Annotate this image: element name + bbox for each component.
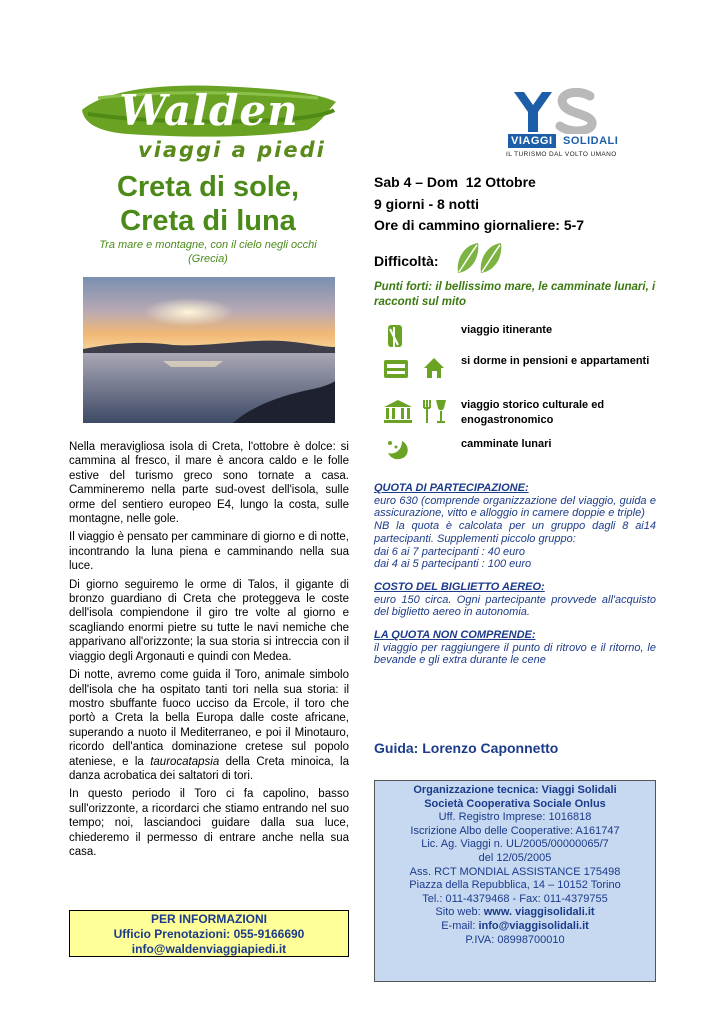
org-line: del 12/05/2005 — [478, 851, 552, 864]
info-box — [69, 910, 349, 957]
trip-duration: 9 giorni - 8 notti — [374, 195, 479, 212]
bed-icon — [380, 354, 460, 382]
walking-icon — [380, 323, 460, 351]
feature-text: camminate lunari — [461, 438, 552, 450]
pricing-text: NB la quota è calcolata per un gruppo dagli 8 ai14 partecipanti. Supplementi piccolo gruppo: — [374, 520, 656, 545]
org-line: Piazza della Repubblica, 14 – 10152 Torino — [409, 879, 621, 892]
subtitle-line-2: (Grecia) — [188, 253, 228, 265]
trip-walking-hours: Ore di cammino giornaliere: 5-7 — [374, 217, 585, 233]
excluded-text: il viaggio per raggiungere il punto di ritrovo e il ritorno, le bevande e gli extra durante le cene — [374, 641, 656, 667]
description-paragraph: In questo periodo il Toro ci fa capolino, basso sull'orizzonte, a ricordarci che stiamo entrando nel suo tempo; noi, lasciandoci guidare dalla sua luce, chiederemo il permesso di entrare anche nella sua casa. — [69, 788, 349, 858]
trip-strengths: Punti forti: il bellissimo mare, le camminate lunari, i racconti sul mito — [374, 281, 656, 308]
email-label: E-mail: — [441, 919, 479, 932]
info-heading: PER INFORMAZIONI — [151, 912, 267, 926]
walden-wordmark: Walden — [119, 86, 299, 135]
description-text: della Creta minoica, la danza acrobatica dei saltatori di tori. — [69, 755, 349, 782]
feature-text: viaggio itinerante — [461, 324, 553, 336]
pricing-heading: QUOTA DI PARTECIPAZIONE: — [374, 482, 529, 494]
email-link[interactable]: info@viaggisolidali.it — [478, 919, 589, 932]
org-line: Lic. Ag. Viaggi n. UL/2005/00000065/7 — [421, 838, 609, 851]
description-paragraph: Nella meravigliosa isola di Creta, l'ottobre è dolce: si cammina al fresco, il mare è ancora caldo e le folle estive del turismo greco sono tornate a casa. Cammineremo nella parte sud-ovest dell'isola, sulle orme del sentiero europeo E4, lungo la costa, sulle montagne, nelle gole. — [69, 441, 349, 526]
org-line: Tel.: 011-4379468 - Fax: 011-4379755 — [422, 892, 608, 905]
walden-logo — [78, 80, 340, 162]
page-subtitle — [70, 238, 346, 266]
difficulty-label: Difficoltà: — [374, 253, 439, 269]
org-email — [375, 920, 655, 934]
organization-box — [374, 780, 656, 982]
page-title — [70, 170, 346, 238]
info-email: info@waldenviaggiapiedi.it — [131, 942, 287, 956]
viaggi-solidali-logo — [506, 88, 654, 162]
feature-text: viaggio storico culturale ed enogastronomico — [461, 399, 605, 426]
excluded-heading: LA QUOTA NON COMPRENDE: — [374, 629, 536, 642]
org-line: Ass. RCT MONDIAL ASSISTANCE 175498 — [409, 865, 621, 878]
description-paragraph: Di giorno seguiremo le orme di Talos, il gigante di bronzo guardiano di Creta che proteggeva le coste dell'isola compiendone il giro tre volte al giorno e scagliando enormi pietre su tutte le navi nemiche che apparivano all'orizzonte; la sua storia si intreccia con il viaggio degli Argonauti e quindi con Medea. — [69, 578, 349, 663]
flight-heading: COSTO DEL BIGLIETTO AEREO: — [374, 580, 545, 593]
difficulty-row — [374, 241, 674, 275]
org-line: P.IVA: 08998700010 — [465, 933, 565, 946]
description-emphasis: taurocatapsia — [150, 755, 220, 768]
difficulty-leaves-icon — [456, 241, 504, 275]
title-line-2: Creta di luna — [120, 205, 296, 237]
vs-word-viaggi: VIAGGI — [508, 134, 556, 148]
description-paragraph — [69, 668, 349, 783]
website-link[interactable]: www. viaggisolidali.it — [483, 906, 595, 919]
info-phone: Ufficio Prenotazioni: 055-9166690 — [113, 927, 305, 941]
org-line: Società Cooperativa Sociale Onlus — [424, 797, 606, 810]
org-line: Organizzazione tecnica: Viaggi Solidali — [413, 784, 617, 796]
museum-icon — [380, 398, 460, 426]
pricing-text: dai 6 ai 7 partecipanti : 40 euro — [374, 545, 526, 558]
description-text: Di notte, avremo come guida il Toro, animale simbolo dell'isola che ha ospitato tanti tori nella sua storia: il mostro sbuffante fuoco ucciso da Ercole, il toro che portò a Creta la bella Europa dalle coste africane, superando a nuoto il Mediterraneo, e poi il Minotauro, ricordo dell'antica dominazione cretese sul popolo ateniese, e la — [69, 669, 349, 768]
pricing-section — [374, 482, 656, 667]
pricing-text: euro 630 (comprende organizzazione del viaggio, guida e assicurazione, vitto e alloggio in camere doppie e triple) — [374, 494, 656, 520]
org-website — [375, 906, 655, 920]
flight-text: euro 150 circa. Ogni partecipante provvede all'acquisto del biglietto aereo in autonomia. — [374, 593, 656, 619]
trip-description — [69, 440, 349, 863]
walden-tagline: viaggi a piedi — [138, 138, 326, 162]
trip-summary — [374, 172, 674, 237]
moon-icon — [380, 437, 460, 465]
website-label: Sito web: — [435, 906, 484, 919]
org-line: Iscrizione Albo delle Cooperative: A161747 — [410, 824, 620, 837]
vs-word-solidali: SOLIDALI — [563, 135, 619, 147]
subtitle-line-1: Tra mare e montagne, con il cielo negli occhi — [99, 239, 317, 251]
pricing-text: dai 4 ai 5 partecipanti : 100 euro — [374, 558, 532, 571]
description-paragraph: Il viaggio è pensato per camminare di giorno e di notte, incontrando la luna piena e camminando nella sua luce. — [69, 531, 349, 573]
org-line: Uff. Registro Imprese: 1016818 — [438, 811, 592, 824]
vs-monogram-icon — [506, 88, 654, 134]
title-line-1: Creta di sole, — [116, 171, 300, 203]
feature-text: si dorme in pensioni e appartamenti — [461, 355, 650, 367]
sunset-photo — [83, 277, 335, 423]
trip-dates: Sab 4 – Dom 12 Ottobre — [374, 174, 536, 190]
guide-name: Guida: Lorenzo Caponnetto — [374, 740, 559, 756]
vs-tagline: IL TURISMO DAL VOLTO UMANO — [506, 151, 617, 158]
